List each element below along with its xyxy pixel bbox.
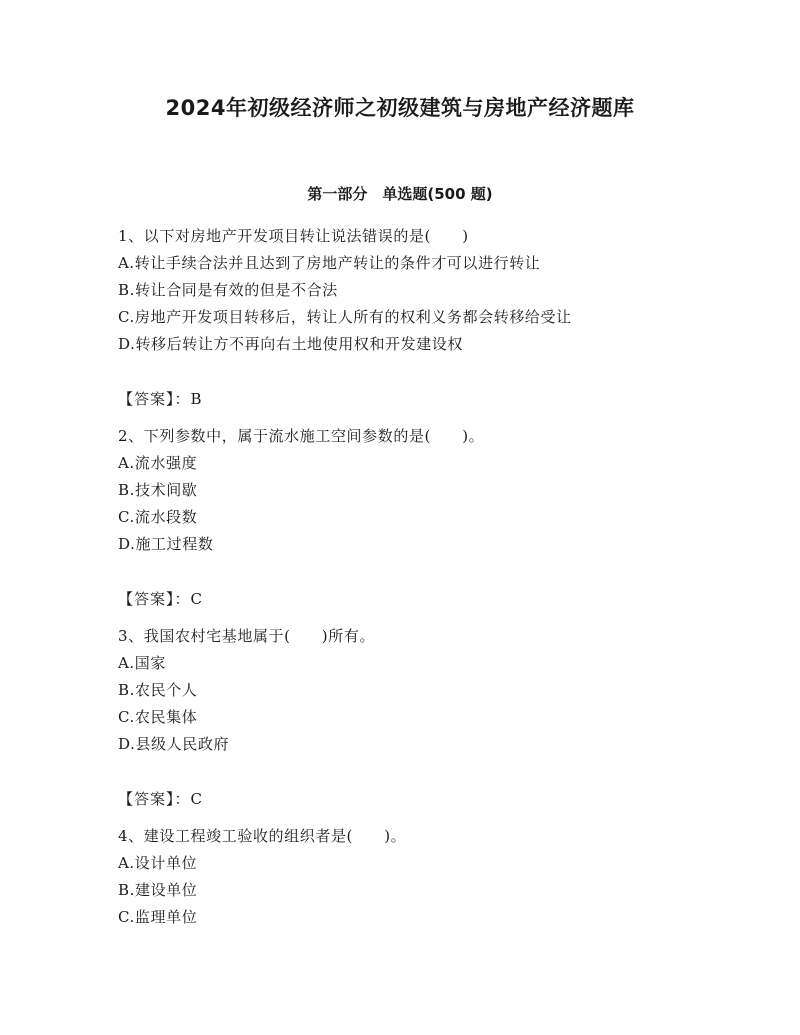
question-1 [118, 223, 758, 413]
question-2 [118, 423, 758, 613]
option-a: A.转让手续合法并且达到了房地产转让的条件才可以进行转让 [118, 254, 541, 272]
document-title: 2024年初级经济师之初级建筑与房地产经济题库 [165, 96, 635, 120]
answer-value: C [190, 790, 202, 808]
option-c: C.监理单位 [118, 908, 198, 926]
section-title: 第一部分 单选题(500 题) [307, 185, 493, 203]
option-d: D.转移后转让方不再向右土地使用权和开发建设权 [118, 335, 464, 353]
question-4 [118, 823, 758, 931]
answer-line [118, 386, 758, 413]
question-stem: 2、下列参数中，属于流水施工空间参数的是( )。 [118, 427, 485, 445]
question-list [118, 223, 758, 931]
option-d: D.施工过程数 [118, 535, 214, 553]
answer-value: C [190, 590, 202, 608]
option-a: A.流水强度 [118, 454, 198, 472]
question-3 [118, 623, 758, 813]
option-c: C.农民集体 [118, 708, 198, 726]
question-stem: 1、以下对房地产开发项目转让说法错误的是( ) [118, 227, 469, 245]
option-b: B.技术间歇 [118, 481, 198, 499]
option-d: D.县级人民政府 [118, 735, 230, 753]
answer-label: 【答案】： [118, 790, 191, 808]
option-a: A.国家 [118, 654, 167, 672]
question-stem: 3、我国农村宅基地属于( )所有。 [118, 627, 376, 645]
answer-line [118, 786, 758, 813]
option-b: B.农民个人 [118, 681, 198, 699]
answer-line [118, 586, 758, 613]
option-b: B.建设单位 [118, 881, 198, 899]
answer-value: B [190, 390, 202, 408]
option-c: C.流水段数 [118, 508, 198, 526]
option-b: B.转让合同是有效的但是不合法 [118, 281, 338, 299]
answer-label: 【答案】： [118, 390, 191, 408]
option-c: C.房地产开发项目转移后，转让人所有的权利义务都会转移给受让 [118, 308, 572, 326]
option-a: A.设计单位 [118, 854, 198, 872]
answer-label: 【答案】： [118, 590, 191, 608]
question-stem: 4、建设工程竣工验收的组织者是( )。 [118, 827, 407, 845]
